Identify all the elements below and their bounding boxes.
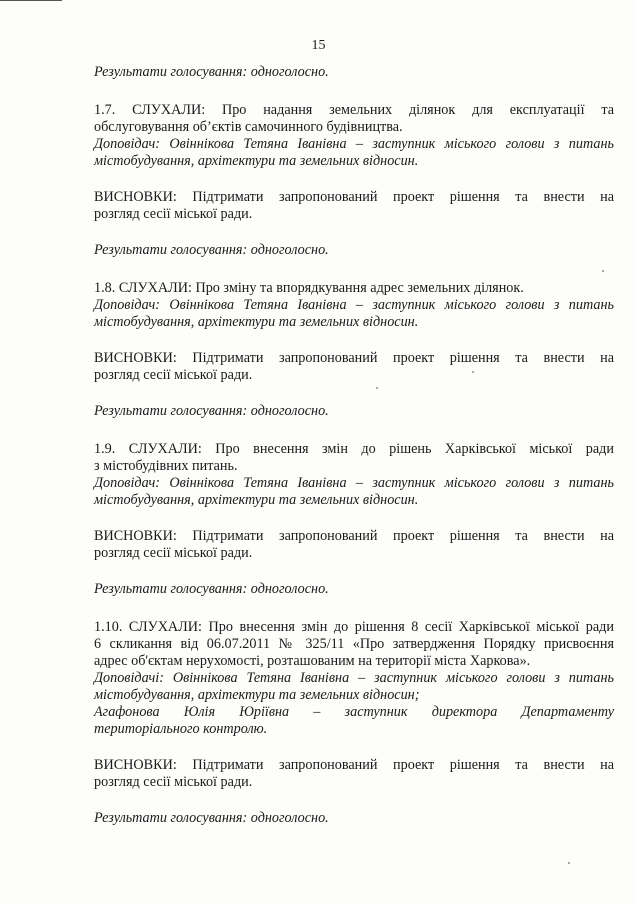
speaker-text: Доповідач: Овіннікова Тетяна Іванівна – заступник міського голови з питань bbox=[94, 136, 614, 152]
heard-text: 1.8. СЛУХАЛИ: Про зміну та впорядкування адрес земельних ділянок. bbox=[94, 280, 524, 296]
scan-edge-line bbox=[0, 0, 62, 1]
conclusion-text: розгляд сесії міської ради. bbox=[94, 367, 253, 383]
speaker-text: Агафонова Юлія Юріївна – заступник директора Департаменту bbox=[94, 704, 614, 720]
agenda-item-1-10 bbox=[94, 619, 614, 827]
page-number: 15 bbox=[311, 38, 326, 53]
speaker-text: містобудування, архітектури та земельних відносин. bbox=[94, 314, 419, 330]
speaker-text: Доповідач: Овіннікова Тетяна Іванівна – заступник міського голови з питань bbox=[94, 475, 614, 491]
agenda-item-1-9 bbox=[94, 441, 614, 598]
agenda-item-1-7 bbox=[94, 102, 614, 259]
heard-text: адрес об'єктам нерухомості, розташованим на території міста Харкова». bbox=[94, 653, 531, 669]
heard-text: 6 скликання від 06.07.2011 № 325/11 «Про затвердження Порядку присвоєння bbox=[94, 636, 614, 652]
conclusion-text: розгляд сесії міської ради. bbox=[94, 206, 253, 222]
vote-result: Результати голосування: одноголосно. bbox=[94, 242, 329, 258]
conclusion-text: ВИСНОВКИ: Підтримати запропонований проект рішення та внести на bbox=[94, 528, 614, 544]
vote-result: Результати голосування: одноголосно. bbox=[94, 581, 329, 597]
conclusion-text: розгляд сесії міської ради. bbox=[94, 545, 253, 561]
heard-text: 1.10. СЛУХАЛИ: Про внесення змін до рішення 8 сесії Харківської міської ради bbox=[94, 619, 614, 635]
scan-speck bbox=[568, 862, 570, 864]
speaker-text: містобудування, архітектури та земельних відносин; bbox=[94, 687, 420, 703]
conclusion-text: ВИСНОВКИ: Підтримати запропонований проект рішення та внести на bbox=[94, 350, 614, 366]
document-body bbox=[94, 64, 614, 827]
speaker-text: містобудування, архітектури та земельних відносин. bbox=[94, 153, 419, 169]
vote-result: Результати голосування: одноголосно. bbox=[94, 403, 329, 419]
conclusion-text: ВИСНОВКИ: Підтримати запропонований проект рішення та внести на bbox=[94, 757, 614, 773]
conclusion-text: розгляд сесії міської ради. bbox=[94, 774, 253, 790]
heard-text: обслуговування об’єктів самочинного будівництва. bbox=[94, 119, 403, 135]
heard-text: 1.9. СЛУХАЛИ: Про внесення змін до рішень Харківської міської ради bbox=[94, 441, 614, 457]
speaker-text: містобудування, архітектури та земельних відносин. bbox=[94, 492, 419, 508]
heard-text: 1.7. СЛУХАЛИ: Про надання земельних ділянок для експлуатації та bbox=[94, 102, 614, 118]
speaker-text: Доповідач: Овіннікова Тетяна Іванівна – заступник міського голови з питань bbox=[94, 297, 614, 313]
speaker-text: територіального контролю. bbox=[94, 721, 268, 737]
speaker-text: Доповідачі: Овіннікова Тетяна Іванівна – заступник міського голови з питань bbox=[94, 670, 614, 686]
conclusion-text: ВИСНОВКИ: Підтримати запропонований проект рішення та внести на bbox=[94, 189, 614, 205]
heard-text: з містобудівних питань. bbox=[94, 458, 238, 474]
vote-result: Результати голосування: одноголосно. bbox=[94, 810, 329, 826]
agenda-item-1-8 bbox=[94, 280, 614, 420]
vote-result: Результати голосування: одноголосно. bbox=[94, 64, 329, 80]
